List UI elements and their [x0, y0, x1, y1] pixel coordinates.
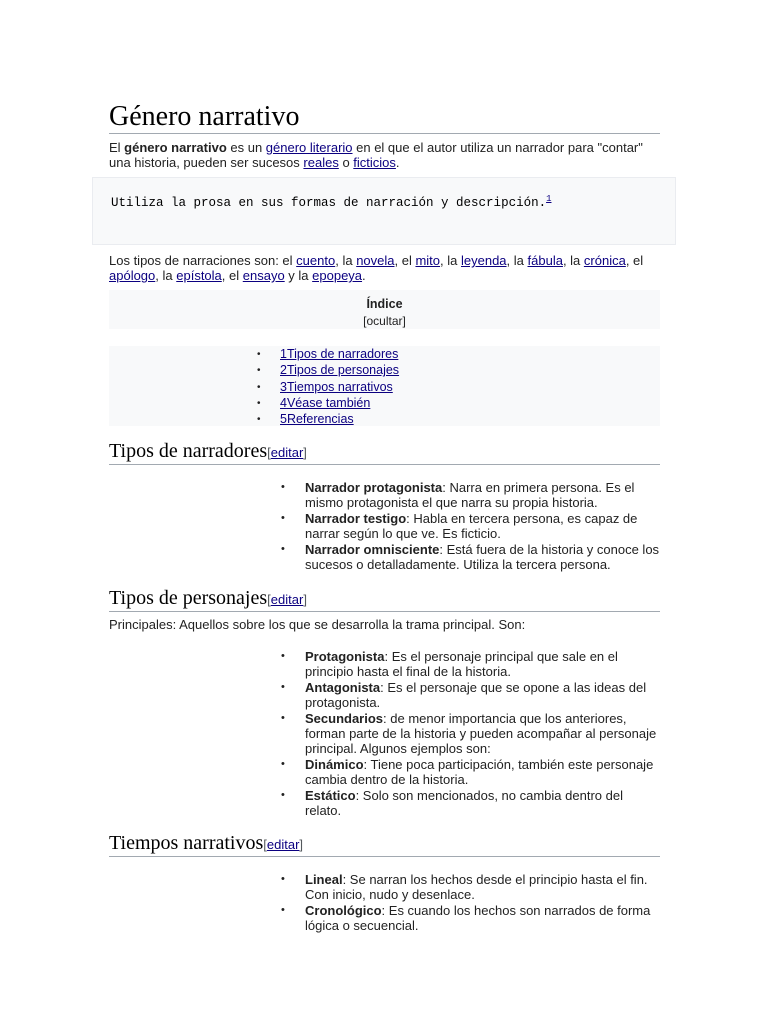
edit-section: [editar] — [267, 592, 307, 607]
list-item: • Estático: Solo son mencionados, no cambia dentro del relato. — [305, 788, 660, 818]
list-item: • Narrador omnisciente: Está fuera de la historia y conoce los sucesos o detalladamente. Utiliza la tercera persona. — [305, 542, 660, 572]
narradores-list — [305, 480, 660, 573]
edit-link[interactable]: editar — [270, 592, 304, 607]
types-lead: Los tipos de narraciones son: el — [109, 253, 297, 268]
personajes-list — [305, 649, 660, 819]
preformatted-block — [92, 177, 676, 245]
edit-section: [editar] — [263, 837, 304, 852]
toc-item[interactable]: • 1Tipos de narradores — [109, 347, 660, 363]
personajes-lead: Principales: Aquellos sobre los que se desarrolla la trama principal. Son: — [109, 617, 526, 632]
intro-text: o — [338, 155, 354, 170]
intro-paragraph — [109, 140, 660, 170]
edit-link[interactable]: editar — [266, 837, 300, 852]
tiempos-list — [305, 872, 660, 934]
link-novela[interactable]: novela — [356, 253, 395, 268]
section-heading-tiempos: Tiempos narrativos[editar] — [109, 831, 660, 857]
link-ficticios[interactable]: ficticios — [353, 155, 396, 170]
toc-header — [109, 290, 660, 329]
list-item: • Lineal: Se narran los hechos desde el principio hasta el fin. Con inicio, nudo y desenlace. — [305, 872, 660, 902]
intro-bold: género narrativo — [124, 140, 227, 155]
link-cronica[interactable]: crónica — [583, 253, 626, 268]
link-cuento[interactable]: cuento — [296, 253, 336, 268]
pre-text: Utiliza la prosa en sus formas de narración y descripción. — [111, 196, 547, 210]
intro-text: El — [109, 140, 125, 155]
toc-item[interactable]: • 4Véase también — [109, 396, 660, 412]
intro-text: es un — [226, 140, 266, 155]
link-reales[interactable]: reales — [303, 155, 339, 170]
list-item: • Narrador protagonista: Narra en primera persona. Es el mismo protagonista el que narra su propia historia. — [305, 480, 660, 510]
section-heading-personajes: Tipos de personajes[editar] — [109, 586, 660, 612]
toc-item[interactable]: • 5Referencias — [109, 412, 660, 428]
toc-item[interactable]: • 2Tipos de personajes — [109, 363, 660, 379]
edit-link[interactable]: editar — [270, 445, 304, 460]
link-epopeya[interactable]: epopeya — [312, 268, 363, 283]
list-item: • Dinámico: Tiene poca participación, también este personaje cambia dentro de la historia. — [305, 757, 660, 787]
link-genero-literario[interactable]: género literario — [265, 140, 353, 155]
page-title: Género narrativo — [109, 101, 660, 134]
toc-list — [109, 346, 660, 426]
link-epistola[interactable]: epístola — [176, 268, 222, 283]
reference-link[interactable]: 1 — [546, 193, 552, 204]
link-mito[interactable]: mito — [415, 253, 441, 268]
list-item: • Protagonista: Es el personaje principal que sale en el principio hasta el final de la historia. — [305, 649, 660, 679]
types-paragraph: Los tipos de narraciones son: el cuento, la novela, el mito, la leyenda, la fábula, la crónica, el apólogo, la epístola, el ensayo y la epopeya. — [109, 253, 644, 283]
list-item: • Antagonista: Es el personaje que se opone a las ideas del protagonista. — [305, 680, 660, 710]
list-item: • Secundarios: de menor importancia que los anteriores, forman parte de la historia y pueden acompañar al personaje principal. Algunos ejemplos son: — [305, 711, 660, 756]
edit-section: [editar] — [267, 445, 307, 460]
toc-title: Índice — [366, 297, 403, 311]
list-item: • Narrador testigo: Habla en tercera persona, es capaz de narrar según lo que ve. Es ficticio. — [305, 511, 660, 541]
intro-text: en el que el autor utiliza un narrador para "contar" una historia, pueden ser sucesos — [109, 140, 643, 170]
toc-hide-toggle[interactable]: [ocultar] — [363, 314, 406, 328]
link-leyenda[interactable]: leyenda — [461, 253, 507, 268]
link-ensayo[interactable]: ensayo — [242, 268, 285, 283]
intro-text: . — [395, 155, 400, 170]
link-fabula[interactable]: fábula — [527, 253, 563, 268]
list-item: • Cronológico: Es cuando los hechos son narrados de forma lógica o secuencial. — [305, 903, 660, 933]
link-apologo[interactable]: apólogo — [109, 268, 156, 283]
toc-item[interactable]: • 3Tiempos narrativos — [109, 380, 660, 396]
section-heading-narradores: Tipos de narradores[editar] — [109, 439, 660, 465]
